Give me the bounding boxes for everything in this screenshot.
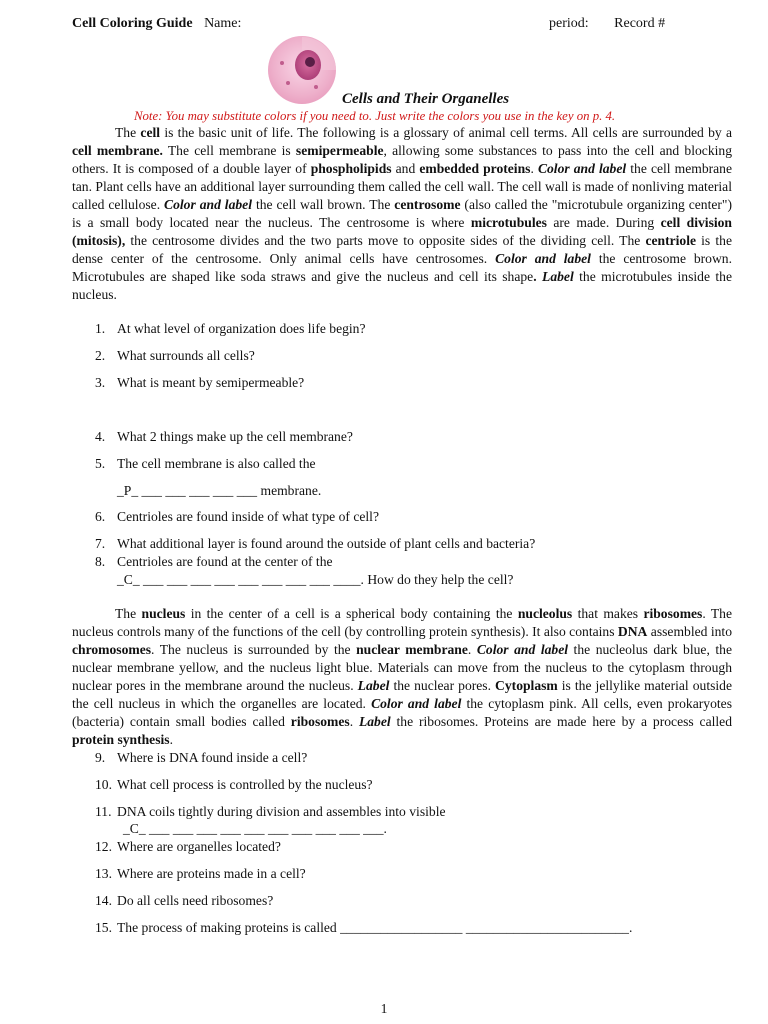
- text-run: in the center of a cell is a spherical body containing the: [185, 606, 518, 621]
- question-item: [95, 553, 715, 571]
- text-run: Color and label: [476, 642, 568, 657]
- text-run: Color and label: [371, 696, 462, 711]
- text-run: , allowing some substances to pass into the cell and blocking others. It is composed of a double layer of: [72, 143, 732, 176]
- question-number: 4.: [95, 429, 106, 444]
- question-item: [95, 374, 715, 392]
- cell-illustration: [264, 35, 340, 107]
- question-text: DNA coils tightly during division and assembles into visible: [117, 804, 446, 819]
- text-run: Color and label: [495, 251, 591, 266]
- question-text: The process of making proteins is called __________________ ________________________.: [117, 920, 633, 935]
- text-run: .: [169, 732, 173, 747]
- record-label: Record #: [614, 16, 666, 31]
- question-text: Centrioles are found inside of what type of cell?: [117, 509, 379, 524]
- question-item: [95, 428, 715, 446]
- question-text: What cell process is controlled by the nucleus?: [117, 777, 373, 792]
- note-text: Note: You may substitute colors if you need to. Just write the colors you use in the key on p. 4.: [134, 109, 616, 123]
- question-text: Where are proteins made in a cell?: [117, 866, 306, 881]
- text-run: the microtubules inside the nucleus.: [72, 269, 732, 302]
- question-item: [95, 455, 715, 473]
- text-run: . The nucleus is surrounded by the: [151, 642, 357, 657]
- text-run: .: [467, 642, 477, 657]
- question-item: [95, 803, 715, 821]
- paragraph-cell-membrane: [72, 124, 732, 304]
- blank-q8: _C_ ___ ___ ___ ___ ___ ___ ___ ___ ____. How do they help the cell?: [117, 572, 514, 587]
- text-run: ribosomes: [290, 714, 350, 729]
- question-number: 2.: [95, 348, 106, 363]
- text-run: .: [349, 714, 359, 729]
- question-item: [95, 749, 715, 767]
- text-run: and: [391, 161, 420, 176]
- text-run: the nucleolus dark blue, the nuclear membrane yellow, and the nucleus light blue. Materials can move from the nucleus to the cytoplasm through nuclear pores in the membrane around the nucleus.: [72, 642, 733, 693]
- question-text: What 2 things make up the cell membrane?: [117, 429, 353, 444]
- text-run: Color and label: [537, 161, 627, 176]
- question-item: [95, 776, 715, 794]
- text-run: the cytoplasm pink. All cells, even prokaryotes (bacteria) contain small bodies called: [72, 696, 732, 729]
- text-run: the cell wall brown. The: [252, 197, 395, 212]
- text-run: phospholipids: [310, 161, 392, 176]
- text-run: DNA: [617, 624, 648, 639]
- question-item: [95, 535, 715, 553]
- text-run: .: [533, 269, 537, 284]
- text-run: is the basic unit of life. The following is a glossary of animal cell terms. All cells are surrounded by a: [160, 125, 732, 140]
- text-run: Label: [542, 269, 574, 284]
- question-number: 6.: [95, 509, 106, 524]
- question-text: At what level of organization does life begin?: [117, 321, 366, 336]
- text-run: Label: [358, 714, 391, 729]
- header-title: Cell Coloring Guide: [72, 16, 193, 31]
- text-run: semipermeable: [295, 143, 384, 158]
- question-number: 11.: [95, 804, 112, 819]
- question-text: Where are organelles located?: [117, 839, 281, 854]
- text-run: embedded proteins: [419, 161, 531, 176]
- text-run: nucleus: [141, 606, 186, 621]
- text-run: is the dense center of the centrosome. Only animal cells have centrosomes.: [72, 233, 732, 266]
- text-run: Label: [357, 678, 390, 693]
- question-number: 12.: [95, 839, 112, 854]
- text-run: the centrosome divides and the two parts move to opposite sides of the dividing cell. The: [125, 233, 646, 248]
- text-run: are made. During: [546, 215, 661, 230]
- text-run: cell: [140, 125, 161, 140]
- page-header: [72, 15, 708, 35]
- text-run: microtubules: [470, 215, 547, 230]
- blank-q11: _C_ ___ ___ ___ ___ ___ ___ ___ ___ ___ ___.: [123, 821, 387, 836]
- text-run: the ribosomes. Proteins are made here by a process called: [390, 714, 732, 729]
- text-run: nucleolus: [517, 606, 573, 621]
- question-item: [95, 838, 715, 856]
- text-run: ribosomes: [643, 606, 703, 621]
- text-run: is the jellylike material outside the cell nucleus in which the organelles are located.: [72, 678, 732, 711]
- question-number: 8.: [95, 554, 106, 569]
- text-run: the nuclear pores.: [389, 678, 496, 693]
- question-item: [95, 919, 715, 937]
- question-text: What surrounds all cells?: [117, 348, 255, 363]
- question-number: 9.: [95, 750, 106, 765]
- question-number: 5.: [95, 456, 106, 471]
- text-run: centrosome: [394, 197, 461, 212]
- question-text: What is meant by semipermeable?: [117, 375, 305, 390]
- question-number: 3.: [95, 375, 106, 390]
- text-run: cell membrane.: [72, 143, 163, 158]
- text-run: The: [115, 125, 141, 140]
- question-item: [95, 865, 715, 883]
- question-number: 13.: [95, 866, 112, 881]
- question-text: The cell membrane is also called the: [117, 456, 316, 471]
- paragraph-nucleus: [72, 605, 732, 749]
- page-number: 1: [380, 1001, 388, 1016]
- text-run: nuclear membrane: [356, 642, 468, 657]
- text-run: Cytoplasm: [495, 678, 558, 693]
- text-run: . The nucleus controls many of the functions of the cell (by controlling protein synthesis). It also contains: [72, 606, 732, 639]
- question-text: Do all cells need ribosomes?: [117, 893, 274, 908]
- question-item: [95, 347, 715, 365]
- question-text: What additional layer is found around the outside of plant cells and bacteria?: [117, 536, 536, 551]
- text-run: chromosomes: [72, 642, 152, 657]
- text-run: cell division (mitosis),: [72, 215, 732, 248]
- period-label: period:: [549, 16, 589, 31]
- text-run: The: [115, 606, 142, 621]
- question-number: 14.: [95, 893, 112, 908]
- text-run: protein synthesis: [72, 732, 170, 747]
- blank-q5: _P_ ___ ___ ___ ___ ___ membrane.: [117, 483, 322, 498]
- text-run: (also called the "microtubule organizing center") is a small body located near the nucleus. The centrosome is where: [72, 197, 733, 230]
- question-text: Where is DNA found inside a cell?: [117, 750, 308, 765]
- text-run: the cell membrane tan. Plant cells have an additional layer surrounding them called the cell wall. The cell wall is made of nonliving material called cellulose.: [72, 161, 733, 212]
- text-run: assembled into: [647, 624, 732, 639]
- question-number: 7.: [95, 536, 106, 551]
- question-number: 1.: [95, 321, 106, 336]
- text-run: .: [530, 161, 538, 176]
- name-label: Name:: [204, 16, 242, 31]
- question-item: [95, 320, 715, 338]
- text-run: that makes: [572, 606, 644, 621]
- question-item: [95, 508, 715, 526]
- question-number: 10.: [95, 777, 112, 792]
- question-item: [95, 892, 715, 910]
- text-run: Color and label: [164, 197, 252, 212]
- question-text: Centrioles are found at the center of the: [117, 554, 333, 569]
- text-run: The cell membrane is: [162, 143, 296, 158]
- question-number: 15.: [95, 920, 112, 935]
- text-run: centriole: [645, 233, 697, 248]
- page-title: Cells and Their Organelles: [342, 91, 510, 107]
- text-run: the centrosome brown. Microtubules are shaped like soda straws and give the nucleus and cell its shape: [72, 251, 732, 284]
